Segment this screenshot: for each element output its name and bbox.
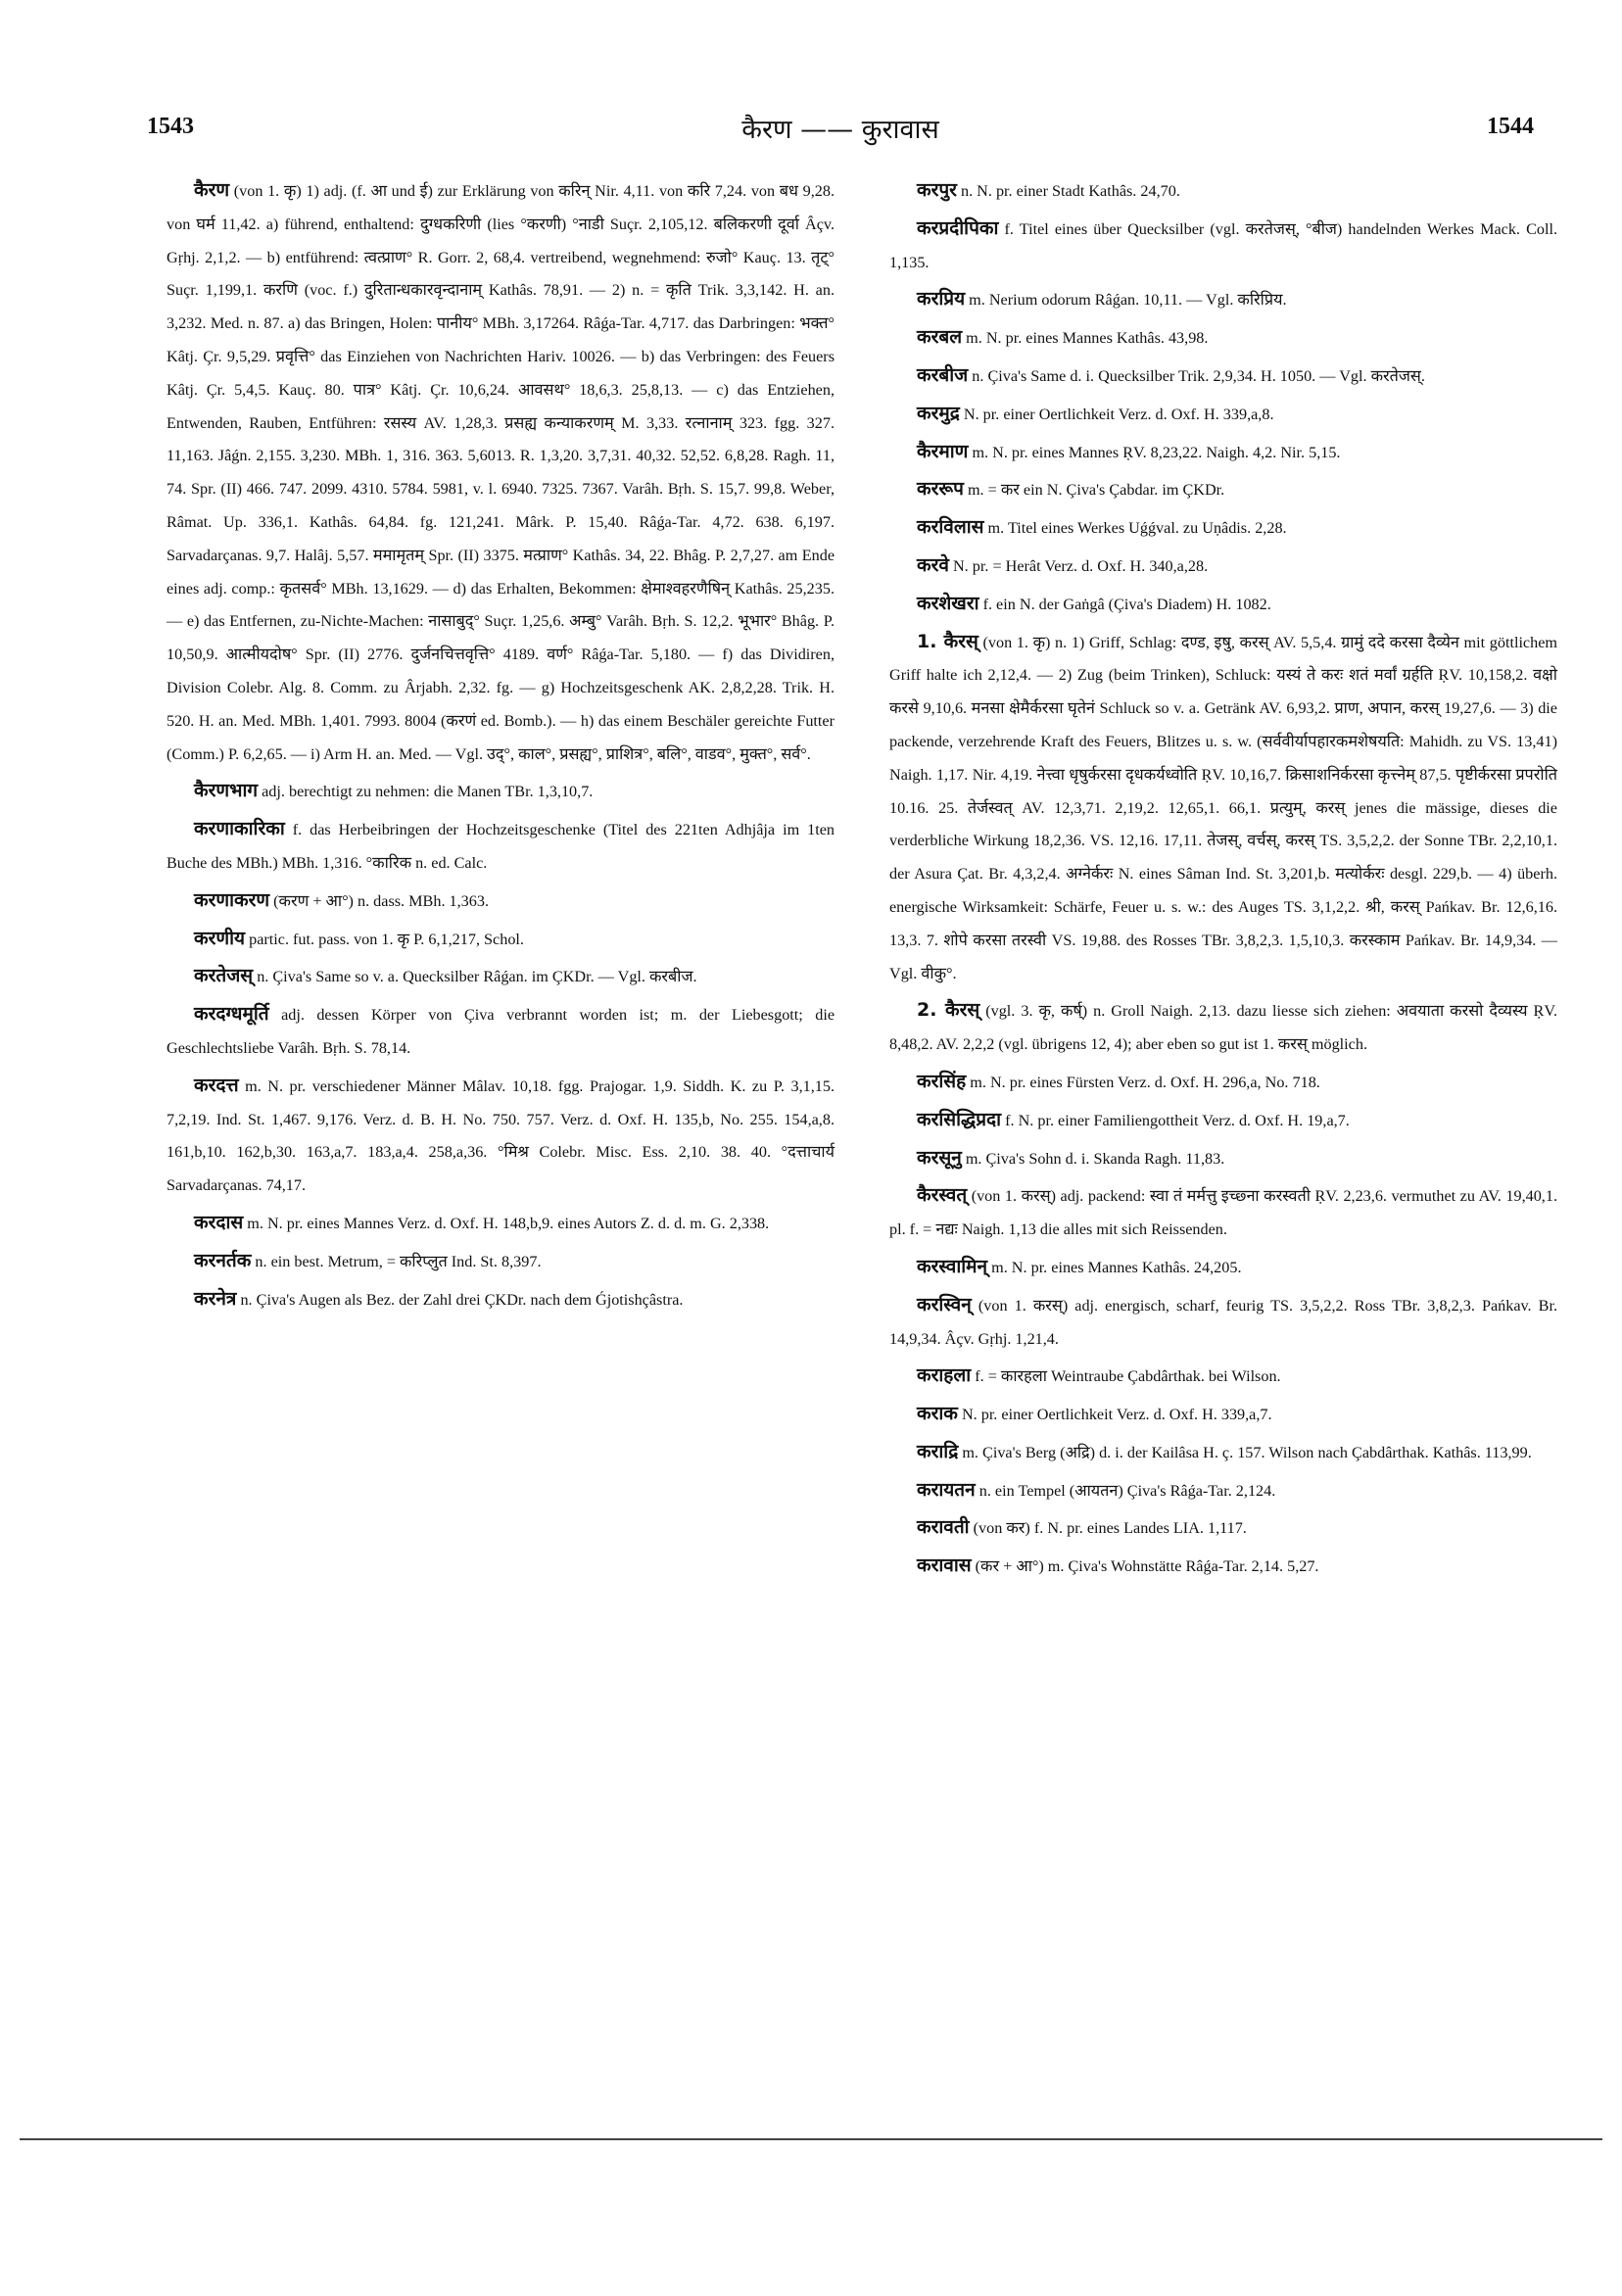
entry-text: m. Çiva's Berg (अद्रि) d. i. der Kailâsa H. ç. 157. Wilson nach Çabdârthak. Kathâs. 113,99. (962, 1443, 1532, 1461)
entry-headword: करायतन (917, 1478, 976, 1501)
dictionary-entry (167, 813, 835, 881)
dictionary-entry (889, 436, 1557, 470)
entry-headword: करावास (917, 1555, 972, 1577)
dictionary-entry (167, 885, 835, 919)
dictionary-entry (889, 511, 1557, 546)
entry-text: (von 1. करस्) adj. packend: स्वा तं मर्मत्तु इच्छ्ना करस्वती ṚV. 2,23,6. vermuthet zu AV. 19,40,1. pl. f. = नद्यः Naigh. 1,13 die alles mit sich Reissenden. (889, 1187, 1557, 1239)
entry-headword: करपुर (917, 179, 957, 201)
dictionary-entry (889, 321, 1557, 356)
entry-text: (von 1. करस्) adj. energisch, scharf, feurig TS. 3,5,2,2. Ross TBr. 3,8,2,3. Pańkav. Br. 14,9,34. Âçv. Gṛhj. 1,21,4. (889, 1296, 1557, 1348)
entry-text: f. N. pr. einer Familiengottheit Verz. d. Oxf. H. 19,a,7. (1005, 1111, 1350, 1129)
dictionary-entry (167, 174, 835, 771)
entry-text: adj. dessen Körper von Çiva verbrannt worden ist; m. der Liebesgott; die Geschlechtsliebe Varâh. Bṛh. S. 78,14. (167, 1006, 835, 1057)
entry-text: n. Çiva's Augen als Bez. der Zahl drei ÇKDr. nach dem Ǵjotishçâstra. (240, 1290, 684, 1309)
entry-headword: कराहला (917, 1364, 972, 1387)
entry-headword: करप्रिय (917, 288, 966, 311)
entry-headword: करदत्त (194, 1074, 239, 1096)
entry-headword: करदास (194, 1211, 244, 1233)
entry-headword: करशेखरा (917, 592, 979, 614)
entry-text: n. Çiva's Same d. i. Quecksilber Trik. 2,9,34. H. 1050. — Vgl. करतेजस्. (972, 366, 1425, 385)
entry-headword: कैरस्वत् (917, 1184, 968, 1207)
entry-text: m. N. pr. eines Mannes Kathâs. 24,205. (991, 1258, 1242, 1276)
entry-text: n. N. pr. einer Stadt Kathâs. 24,70. (960, 182, 1180, 200)
dictionary-entry (167, 1283, 835, 1317)
dictionary-entry (889, 1289, 1557, 1357)
left-column (167, 174, 835, 1320)
dictionary-entry (889, 1179, 1557, 1247)
entry-text: N. pr. einer Oertlichkeit Verz. d. Oxf. H. 339,a,8. (963, 405, 1274, 423)
entry-text: N. pr. einer Oertlichkeit Verz. d. Oxf. H. 339,a,7. (961, 1406, 1272, 1424)
dictionary-entry (889, 588, 1557, 622)
entry-headword: करस्विन् (917, 1293, 972, 1315)
entry-text: m. Çiva's Sohn d. i. Skanda Ragh. 11,83. (965, 1149, 1225, 1168)
dictionary-entry (167, 923, 835, 957)
dictionary-entry (167, 1245, 835, 1279)
entry-headword: करस्वामिन् (917, 1255, 988, 1277)
page-number-right: 1544 (1487, 114, 1534, 139)
entry-text: m. N. pr. verschiedener Männer Mâlav. 10,18. fgg. Prajogar. 1,9. Siddh. K. zu P. 3,1,15. 7,2,19. Ind. St. 1,467. 9,176. Verz. d. B. H. No. 750. 757. Verz. d. Oxf. H. 135,b, No. 255. 154,a,8. 161,b,10. 162,b,30. 163,a,7. 183,a,4. 258,a,36. °मिश्र Colebr. Misc. Ess. 2,10. 38. 40. °दत्ताचार्य Sarvadarçanas. 74,17. (167, 1076, 835, 1195)
entry-text: m. N. pr. eines Mannes ṚV. 8,23,22. Naigh. 4,2. Nir. 5,15. (972, 443, 1341, 461)
entry-headword: करणाकारिका (194, 818, 285, 840)
dictionary-entry (167, 1207, 835, 1241)
dictionary-entry (889, 1104, 1557, 1138)
dictionary-entry (889, 174, 1557, 209)
entry-headword: करसूनु (917, 1146, 962, 1169)
entry-text: f. = कारहला Weintraube Çabdârthak. bei Wilson. (975, 1367, 1281, 1386)
dictionary-entry (889, 1550, 1557, 1584)
dictionary-entry (889, 1474, 1557, 1508)
entry-headword: 2. कैरस् (917, 999, 980, 1022)
entry-headword: कराद्रि (917, 1440, 959, 1462)
entry-text: partic. fut. pass. von 1. कृ P. 6,1,217, Schol. (249, 930, 524, 948)
entry-headword: करसिद्धिप्रदा (917, 1108, 1002, 1130)
dictionary-entry (889, 1398, 1557, 1432)
page-header (147, 110, 1534, 149)
dictionary-entry (889, 283, 1557, 317)
entry-text: f. das Herbeibringen der Hochzeitsgeschenke (Titel des 221ten Adhjâja im 1ten Buche des MBh.) MBh. 1,316. °कारिक n. ed. Calc. (167, 821, 835, 872)
dictionary-entry (889, 473, 1557, 507)
entry-text: (von 1. कृ) 1) adj. (f. आ und ई) zur Erklärung von करिन् Nir. 4,11. von करि 7,24. von बध 9,28. von घर्म 11,42. a) führend, enthaltend: दुग्धकरिणी (lies °करणी) °नाडी Suçr. 2,105,12. बलिकरणी दूर्वा Âçv. Gṛhj. 2,1,2. — b) entführend: त्वत्प्राण° R. Gorr. 2, 68,4. vertreibend, wegnehmend: रुजो° Kauç. 13. तृट्° Suçr. 1,199,1. करणि (voc. f.) दुरितान्धकारवृन्दानाम् Kathâs. 78,91. — 2) n. = कृति Trik. 3,3,142. H. an. 3,232. Med. n. 87. a) das Bringen, Holen: पानीय° MBh. 3,17264. Râǵa-Tar. 4,717. das Darbringen: भक्त° Kâtj. Çr. 9,5,29. प्रवृत्ति° das Einziehen von Nachrichten Hariv. 10026. — b) das Verbringen: des Feuers Kâtj. Çr. 5,4,5. Kauç. 80. पात्र° Kâtj. Çr. 10,6,24. आवसथ° 18,6,3. 25,8,13. — c) das Entziehen, Entwenden, Rauben, Entführen: रसस्य AV. 1,28,3. प्रसह्य कन्याकरणम् M. 3,33. रत्नानाम् 323. fgg. 327. 11,163. Jâǵn. 2,155. 3,230. MBh. 1, 316. 363. 5,6013. R. 1,3,20. 3,7,31. 40,32. 52,52. 6,8,28. Ragh. 11, 74. Spr. (II) 466. 747. 2099. 4310. 5784. 5981, v. l. 6940. 7325. 7367. Varâh. Bṛh. S. 15,7. 99,8. Weber, Râmat. Up. 336,1. Kathâs. 64,84. fg. 121,241. Mârk. P. 15,40. Râǵa-Tar. 4,72. 638. 6,197. Sarvadarçanas. 9,7. Halâj. 5,57. ममामृतम् Spr. (II) 3375. मत्प्राण° Kathâs. 34, 22. Bhâg. P. 2,7,27. am Ende eines adj. comp.: कृतसर्व° MBh. 13,1629. — d) das Erhalten, Bekommen: क्षेमाश्वहरणैषिन् Kathâs. 25,235. — e) das Entfernen, zu-Nichte-Machen: नासाबुद्° Suçr. 1,25,6. अम्बु° Varâh. Bṛh. S. 12,2. भूभार° Bhâg. P. 10,50,9. आत्मीयदोष° Spr. (II) 2776. दुर्जनचित्तवृत्ति° 4189. वर्ण° Râǵa-Tar. 5,180. — f) das Dividiren, Division Colebr. Alg. 8. Comm. zu Ârjabh. 2,32. fg. — g) Hochzeitsgeschenk AK. 2,8,2,28. Trik. H. 520. H. an. Med. MBh. 1,401. 7993. 8004 (करणं ed. Bomb.). — h) das einem Beschäler gereichte Futter (Comm.) P. 6,2,65. — i) Arm H. an. Med. — Vgl. उद्°, काल°, प्रसह्य°, प्राशित्र°, बलि°, वाडव°, मुक्त°, सर्व°. (167, 182, 835, 763)
dictionary-entry (889, 550, 1557, 584)
entry-text: m. N. pr. eines Mannes Kathâs. 43,98. (966, 329, 1209, 348)
entry-headword: कैरण (194, 179, 230, 201)
entry-headword: करबल (917, 326, 963, 349)
entry-text: f. Titel eines über Quecksilber (vgl. करतेजस्, °बीज) handelnden Werkes Mack. Coll. 1,135. (889, 219, 1557, 271)
entry-text: f. ein N. der Gaṅgâ (Çiva's Diadem) H. 1082. (982, 595, 1271, 613)
dictionary-entry (889, 994, 1557, 1062)
entry-headword: करप्रदीपिका (917, 216, 999, 239)
entry-headword: करावती (917, 1516, 970, 1539)
entry-headword: करवे (917, 553, 949, 576)
dictionary-entry (889, 398, 1557, 432)
bottom-rule (20, 2138, 1602, 2140)
entry-headword: करतेजस् (194, 965, 254, 987)
entry-text: N. pr. = Herât Verz. d. Oxf. H. 340,a,28. (952, 556, 1209, 575)
dictionary-entry (889, 1142, 1557, 1176)
entry-headword: कररूप (917, 478, 964, 501)
entry-text: n. ein best. Metrum, = करिप्लुत Ind. St. 8,397. (255, 1252, 542, 1270)
entry-headword: करबीज (917, 363, 969, 386)
catchwords: कैरण —— कुरावास (741, 115, 939, 145)
entry-headword: करनर्तक (194, 1249, 252, 1271)
entry-headword: करणाकरण (194, 888, 270, 911)
entry-text: n. ein Tempel (आयतन) Çiva's Râǵa-Tar. 2,124. (978, 1481, 1276, 1500)
dictionary-entry (889, 359, 1557, 394)
entry-headword: करदग्धमूर्ति (194, 1003, 269, 1026)
entry-headword: कराक (917, 1403, 958, 1425)
entry-text: (कर + आ°) m. Çiva's Wohnstätte Râǵa-Tar. 2,14. 5,27. (975, 1557, 1319, 1576)
entry-text: m. Titel eines Werkes Uǵǵval. zu Uṇâdis. 2,28. (987, 519, 1287, 538)
dictionary-entry (889, 1360, 1557, 1394)
entry-text: adj. berechtigt zu nehmen: die Manen TBr. 1,3,10,7. (262, 783, 594, 801)
entry-text: (करण + आ°) n. dass. MBh. 1,363. (273, 891, 490, 910)
dictionary-entry (889, 1251, 1557, 1285)
entry-headword: कैरमाण (917, 440, 969, 462)
dictionary-entry (167, 998, 835, 1066)
dictionary-entry (889, 1066, 1557, 1100)
dictionary-entry (889, 1511, 1557, 1546)
entry-text: n. Çiva's Same so v. a. Quecksilber Râǵan. im ÇKDr. — Vgl. करबीज. (257, 968, 697, 986)
entry-headword: करमुद्र (917, 402, 960, 424)
dictionary-entry (889, 1436, 1557, 1470)
entry-text: m. = कर ein N. Çiva's Çabdar. im ÇKDr. (967, 481, 1225, 500)
dictionary-entry (889, 213, 1557, 280)
right-column (889, 174, 1557, 1588)
entry-text: (von कर) f. N. pr. eines Landes LIA. 1,117. (973, 1519, 1247, 1538)
entry-text: (von 1. कृ) n. 1) Griff, Schlag: दण्ड, इषु, करस् AV. 5,5,4. ग्रामुं ददे करसा दैव्येन mit göttlichem Griff halte ich 2,12,4. — 2) Zug (beim Trinken), Schluck: यस्यं ते करः शतं मर्वां ग्रर्हति ṚV. 10,158,2. वक्षो करसे 9,10,6. मनसा क्षेमैर्करसा घृतेनं Schluck so v. a. Getränk AV. 6,93,2. प्राण, अपान, करस् 19,27,6. — 3) die packende, verzehrende Kraft des Feuers, Blitzes u. s. w. (सर्ववीर्यापहारकमशेषयति: Mahidh. zu VS. 13,41) Naigh. 1,17. Nir. 4,19. नेत्त्वा धृषुर्करसा दृधकर्यध्वोति ṚV. 10,16,7. क्रिसाशनिर्करसा कृत्त्नेम् 87,5. पृष्टीर्करसा प्रपरोति 10.16. 25. तेर्जस्वत् AV. 12,3,71. 2,19,2. 12,65,1. 66,1. प्रत्युम्, करस् jenes die mässige, dieses die verderbliche Wirkung 18,2,36. VS. 12,16. 17,11. तेजस्, वर्चस्, करस् TS. 3,5,2,2. der Sonne TBr. 2,2,10,1. der Asura Çat. Br. 4,3,2,4. अग्नेर्करः N. eines Sâman Ind. St. 3,201,b. मत्योर्करः desgl. 229,b. — 4) überh. energische Wirksamkeit: Schärfe, Feuer u. s. w.: des Auges TS. 3,1,2,2. श्री, करस् Pańkav. Br. 12,6,16. 13,3. 7. शोपे करसा तरस्वी VS. 19,88. des Rosses TBr. 3,8,2,3. 1,5,10,3. करस्काम Pańkav. Br. 14,9,34. — Vgl. वीकु°. (889, 633, 1557, 982)
dictionary-entry (167, 960, 835, 994)
entry-headword: 1. कैरस् (917, 630, 978, 652)
dictionary-entry (167, 1070, 835, 1203)
dictionary-entry (167, 775, 835, 809)
entry-headword: करविलास (917, 516, 984, 539)
entry-headword: करसिंह (917, 1070, 967, 1092)
entry-text: (vgl. 3. कृ, कर्ष्) n. Groll Naigh. 2,13. dazu liesse sich ziehen: अवयाता करसो दैव्यस्य ṚV. 8,48,2. AV. 2,2,2 (vgl. übrigens 12, 4); aber eben so gut ist 1. करस् möglich. (889, 1002, 1558, 1054)
entry-headword: करनेत्र (194, 1287, 237, 1310)
entry-text: m. Nerium odorum Râǵan. 10,11. — Vgl. करिप्रिय. (969, 291, 1287, 310)
entry-text: m. N. pr. eines Fürsten Verz. d. Oxf. H. 296,a, No. 718. (970, 1073, 1320, 1091)
page-number-left: 1543 (147, 114, 194, 139)
entry-headword: करणीय (194, 927, 246, 949)
entry-headword: कैरणभाग (194, 780, 259, 802)
dictionary-entry (889, 626, 1557, 991)
entry-text: m. N. pr. eines Mannes Verz. d. Oxf. H. 148,b,9. eines Autors Z. d. d. m. G. 2,338. (247, 1214, 770, 1232)
